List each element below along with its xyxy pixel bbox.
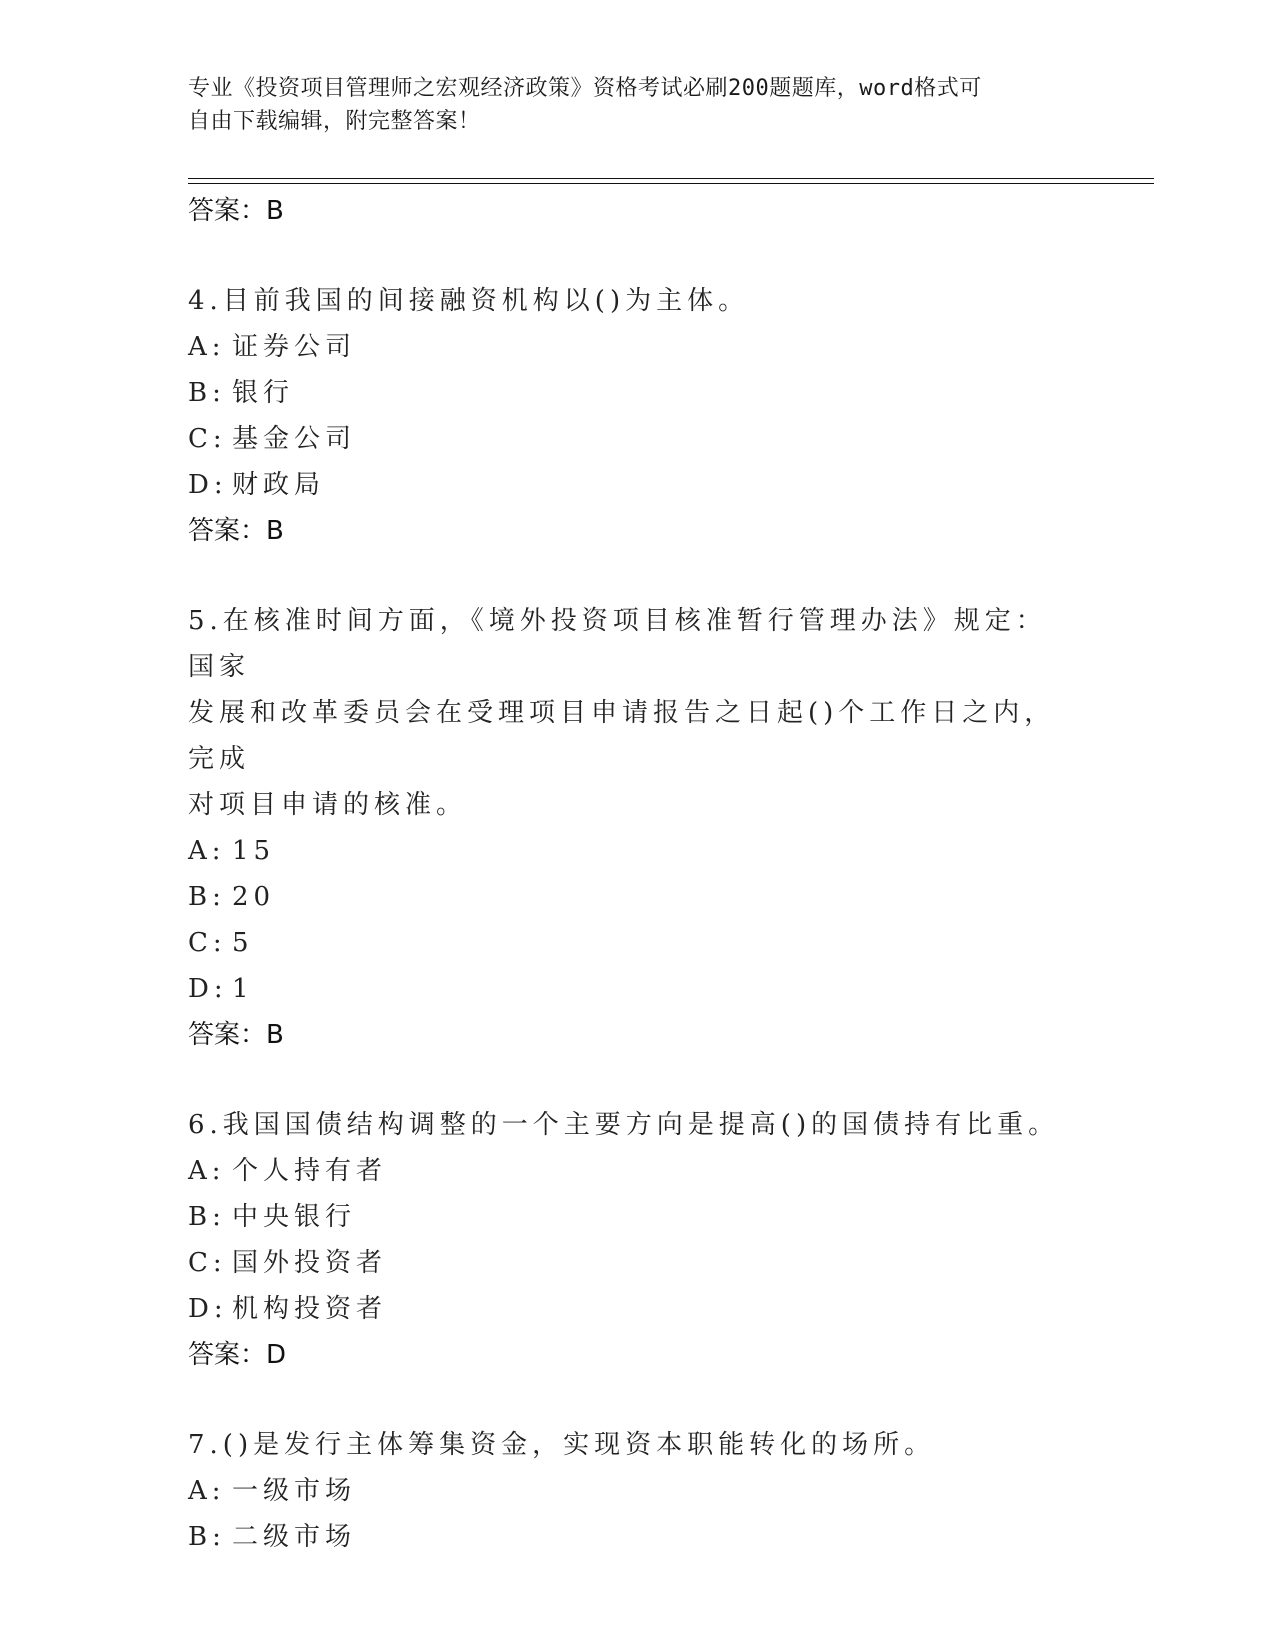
header-line-1: 专业《投资项目管理师之宏观经济政策》资格考试必刷200题题库，word格式可 bbox=[188, 76, 982, 101]
option-text: 中央银行 bbox=[232, 1202, 357, 1232]
option-c bbox=[188, 1240, 1068, 1286]
option-b bbox=[188, 370, 1068, 416]
question-text: 4.目前我国的间接融资机构以()为主体。 bbox=[188, 286, 750, 316]
document-header bbox=[188, 72, 1068, 138]
question-list bbox=[188, 188, 1068, 1560]
option-text: 个人持有者 bbox=[232, 1156, 388, 1186]
question-text-line-3: 对项目申请的核准。 bbox=[188, 790, 468, 820]
option-a bbox=[188, 828, 1068, 874]
option-text: 5 bbox=[232, 928, 254, 958]
spacer bbox=[188, 234, 1068, 278]
question-text-line-2: 发展和改革委员会在受理项目申请报告之日起()个工作日之内，完成 bbox=[188, 698, 1056, 774]
question-6 bbox=[188, 1102, 1068, 1378]
option-letter: A: bbox=[188, 332, 226, 362]
question-4 bbox=[188, 278, 1068, 554]
option-d bbox=[188, 462, 1068, 508]
header-divider-bottom bbox=[188, 183, 1154, 184]
question-text: 6.我国国债结构调整的一个主要方向是提高()的国债持有比重。 bbox=[188, 1110, 1060, 1140]
option-text: 一级市场 bbox=[232, 1476, 357, 1506]
option-text: 机构投资者 bbox=[232, 1294, 388, 1324]
question-text: 7.()是发行主体筹集资金，实现资本职能转化的场所。 bbox=[188, 1430, 936, 1460]
option-letter: D: bbox=[188, 1294, 228, 1324]
option-text: 二级市场 bbox=[232, 1522, 357, 1552]
option-letter: C: bbox=[188, 928, 227, 958]
spacer bbox=[188, 1058, 1068, 1102]
option-text: 证券公司 bbox=[232, 332, 357, 362]
option-a bbox=[188, 1468, 1068, 1514]
option-d bbox=[188, 966, 1068, 1012]
option-letter: D: bbox=[188, 470, 228, 500]
answer-q6: 答案：D bbox=[188, 1340, 287, 1370]
header-line-2: 自由下载编辑，附完整答案！ bbox=[188, 109, 481, 134]
option-c bbox=[188, 416, 1068, 462]
option-text: 银行 bbox=[232, 378, 295, 408]
option-text: 20 bbox=[232, 882, 276, 912]
option-b bbox=[188, 874, 1068, 920]
option-letter: C: bbox=[188, 1248, 227, 1278]
option-text: 国外投资者 bbox=[232, 1248, 388, 1278]
option-letter: C: bbox=[188, 424, 227, 454]
spacer bbox=[188, 1378, 1068, 1422]
header-divider-top bbox=[188, 178, 1154, 179]
option-text: 财政局 bbox=[232, 470, 326, 500]
option-letter: D: bbox=[188, 974, 228, 1004]
option-a bbox=[188, 1148, 1068, 1194]
option-a bbox=[188, 324, 1068, 370]
option-letter: B: bbox=[188, 1202, 226, 1232]
option-b bbox=[188, 1194, 1068, 1240]
option-text: 15 bbox=[232, 836, 276, 866]
option-text: 1 bbox=[232, 974, 254, 1004]
question-5 bbox=[188, 598, 1068, 1058]
answer-q4: 答案：B bbox=[188, 516, 284, 546]
option-letter: A: bbox=[188, 836, 226, 866]
answer-q5: 答案：B bbox=[188, 1020, 284, 1050]
answer-q3: 答案：B bbox=[188, 196, 284, 226]
option-text: 基金公司 bbox=[232, 424, 357, 454]
option-letter: A: bbox=[188, 1476, 226, 1506]
option-b bbox=[188, 1514, 1068, 1560]
option-d bbox=[188, 1286, 1068, 1332]
option-letter: A: bbox=[188, 1156, 226, 1186]
option-letter: B: bbox=[188, 378, 226, 408]
option-letter: B: bbox=[188, 882, 226, 912]
question-text-line-1: 5.在核准时间方面，《境外投资项目核准暂行管理办法》规定：国家 bbox=[188, 606, 1047, 682]
option-letter: B: bbox=[188, 1522, 226, 1552]
option-c bbox=[188, 920, 1068, 966]
spacer bbox=[188, 554, 1068, 598]
question-7 bbox=[188, 1422, 1068, 1560]
